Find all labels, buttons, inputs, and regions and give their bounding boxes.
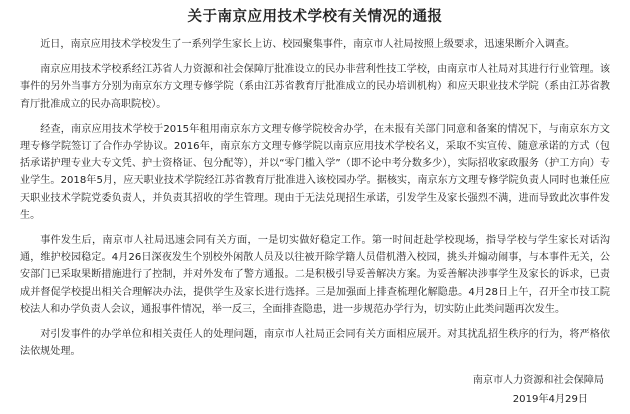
signature-date: 2019年4月29日	[512, 394, 588, 405]
document-title: 关于南京应用技术学校有关情况的通报	[187, 9, 443, 25]
paragraph-response: 事件发生后，南京市人社局迅速会同有关方面，一是切实做好稳定工作。第一时间赶赴学校现场，指导学校与学生家长对话沟通，维护校园稳定。4月26日深夜发生个别校外闲散人员及以往被开除学籍人员借机潜入校园，挑头并煽动闹事，与本事件无关，公安部门已采取果断措施进行了控制，并对外发布了警方通报。二是积极引导妥善解决方案。为妥善解决涉事学生及家长的诉求，已责成并督促学校提出相关合理解决办法，提供学生及家长进行选择。三是加强面上排查梳理化解隐患。4月28日上午，召开全市技工院校法人和办学负责人会议，通报事件情况，举一反三，全面排查隐患，进一步规范办学行为，切实防止此类问题再次发生。	[20, 235, 610, 315]
paragraph-handling: 对引发事件的办学单位和相关责任人的处理问题，南京市人社局正会同有关方面相应展开。对其扰乱招生秩序的行为，将严格依法依规处理。	[20, 329, 610, 358]
paragraph-background: 南京应用技术学校系经江苏省人力资源和社会保障厅批准设立的民办非营利性技工学校，由南京市人社局对其进行行业管理。该事件的另外当事方分别为南京东方文理专修学院（系由江苏省教育厅批准成立的民办培训机构）和应天职业技术学院（系由江苏省教育厅批准成立的民办高职院校）。	[20, 64, 610, 110]
paragraph-intro: 近日，南京应用技术学校发生了一系列学生家长上访、校园聚集事件，南京市人社局按照上级要求，迅速果断介入调查。	[40, 39, 576, 50]
signature-organization: 南京市人力资源和社会保障局	[472, 375, 604, 386]
paragraph-investigation: 经查，南京应用技术学校于2015年租用南京东方文理专修学院校舍办学，在未报有关部门同意和备案的情况下，与南京东方文理专修学院签订了合作办学协议。2016年，南京东方文理专修学院以南京应用技术学校名义，采取不实宣传、随意承诺的方式（包括承诺护理专业大专文凭、护士资格证、包分配等），并以“零门槛入学”（即不论中考分数多少），实际招收家政服务（护工方向）专业学生。2018年5月，应天职业技术学院经江苏省教育厅批准进入该校园办学。据核实，南京东方文理专修学院负责人同时也兼任应天职业技术学院党委负责人，并负责其招收的学生管理。现由于无法兑现招生承诺，引发学生及家长强烈不满，进而导致此次事件发生。	[20, 123, 610, 221]
